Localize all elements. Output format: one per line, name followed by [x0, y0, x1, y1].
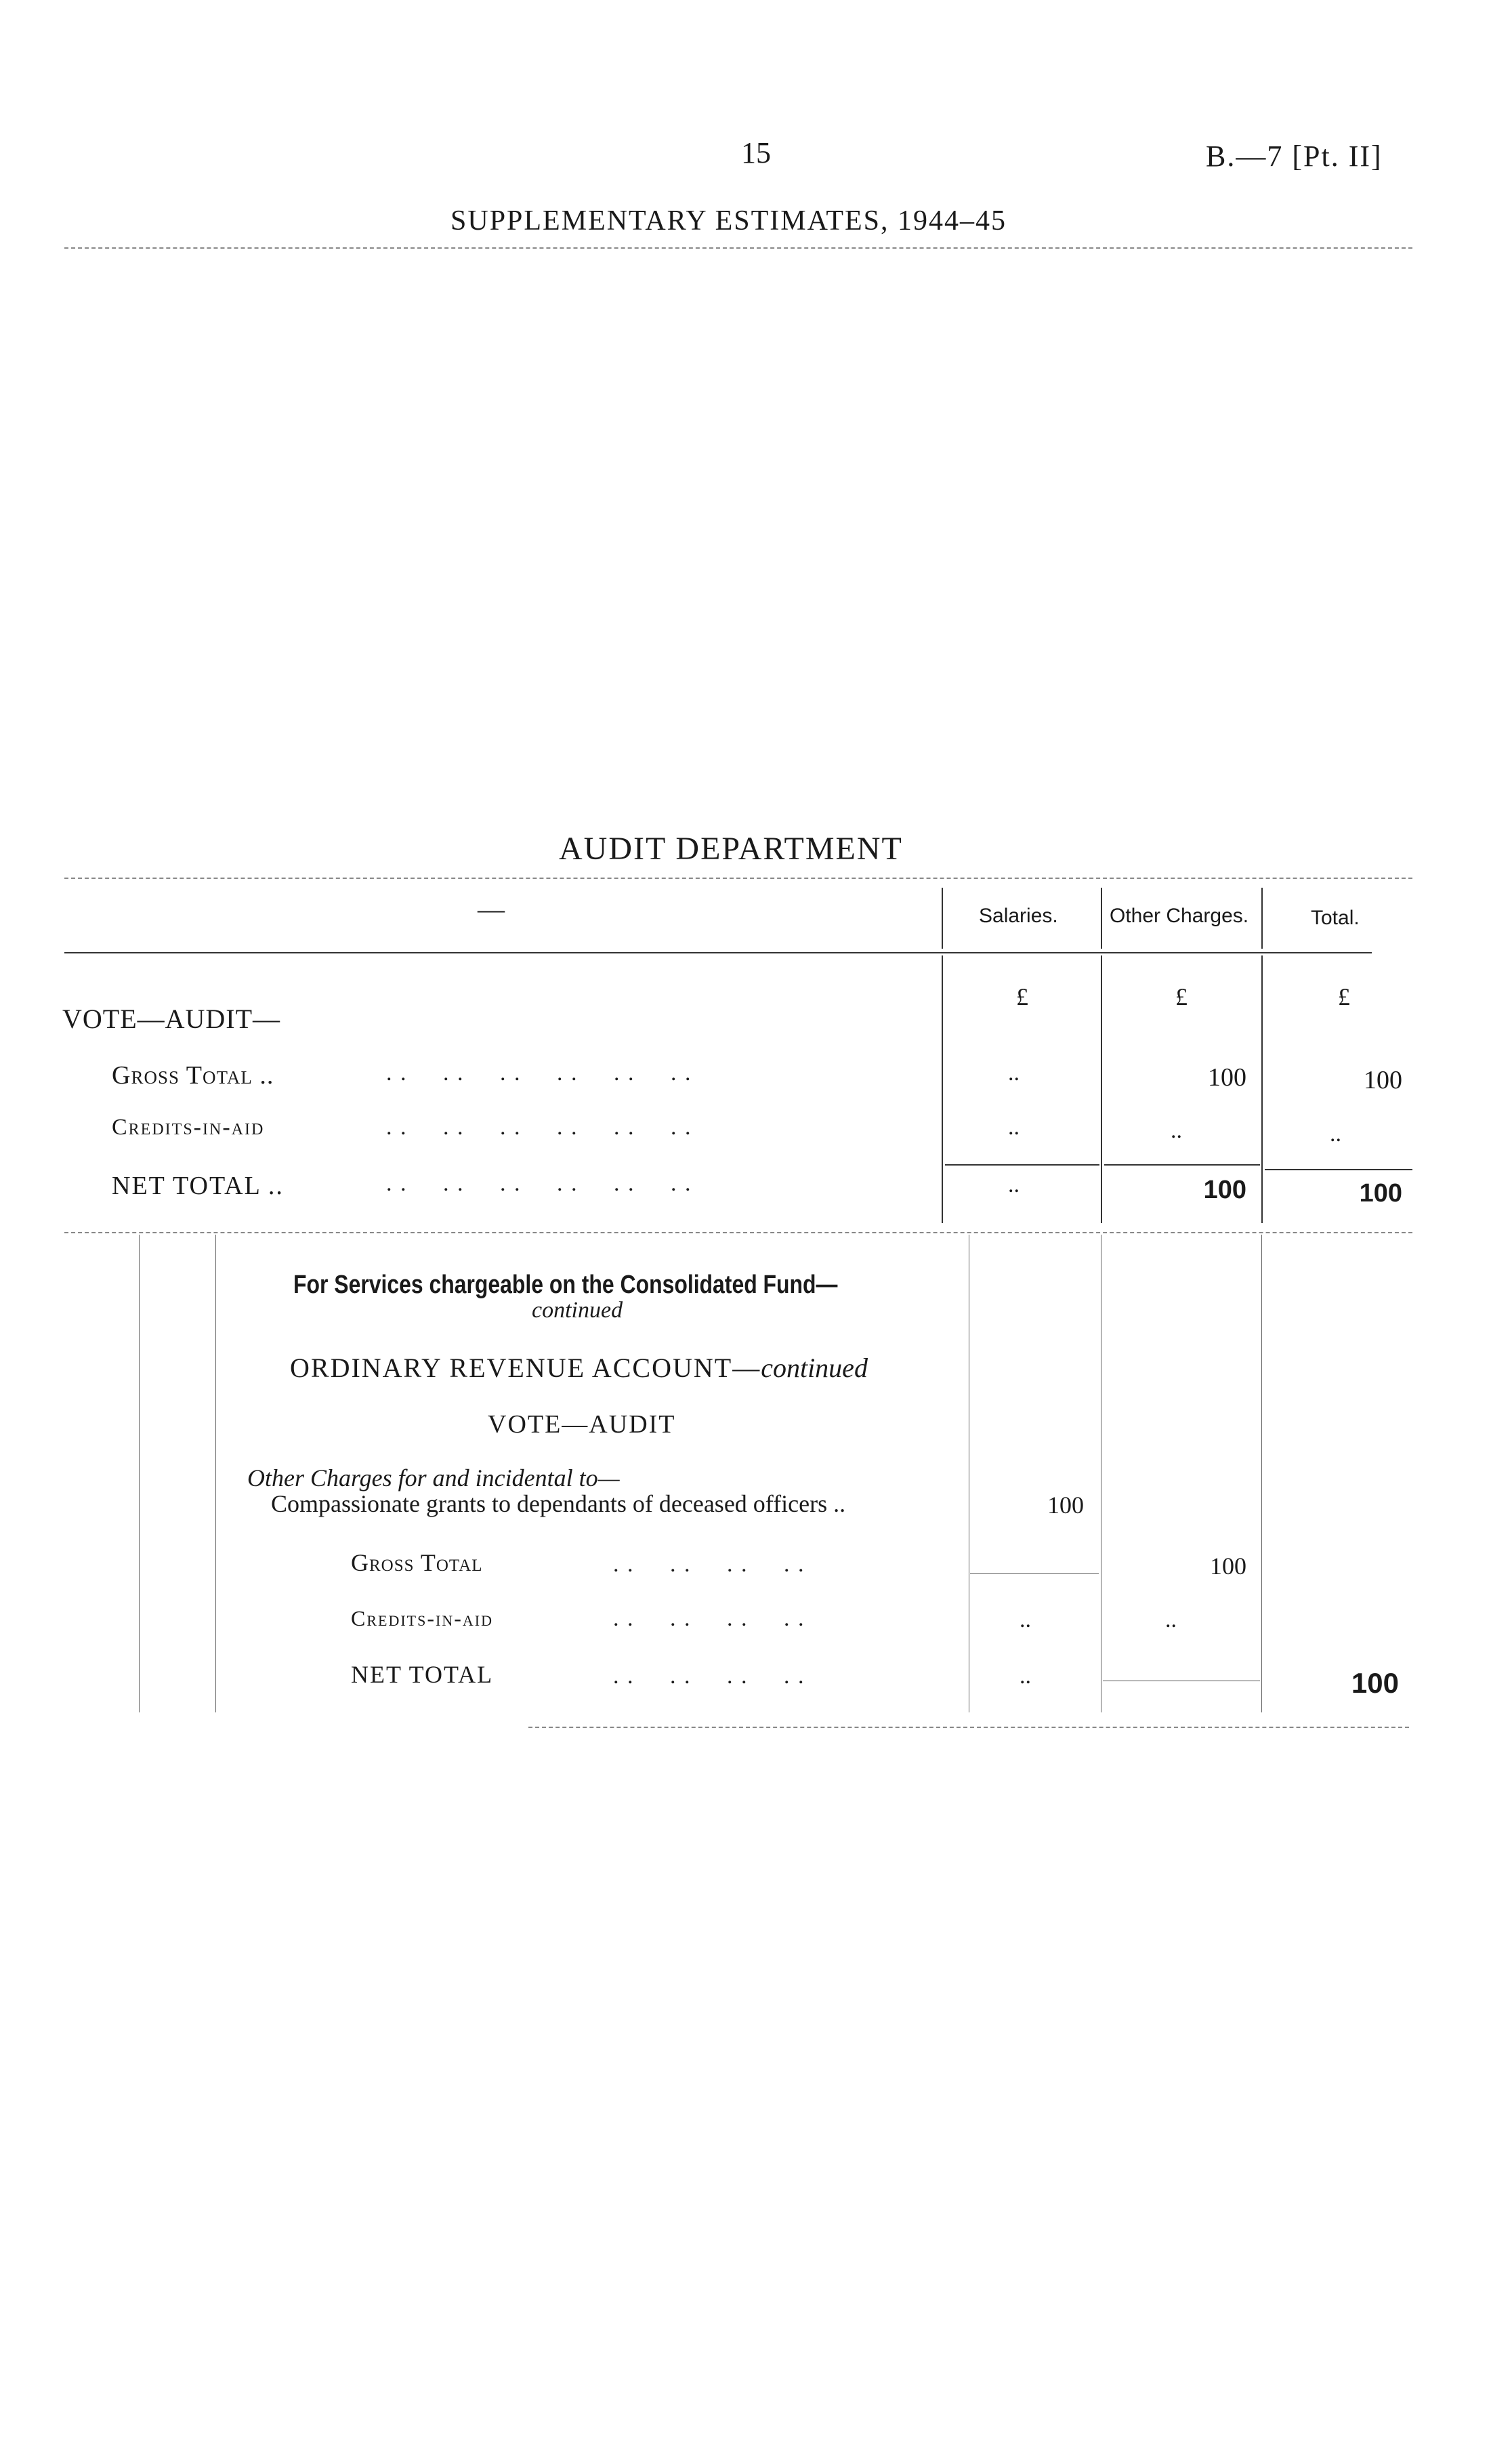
dot-leader: . . . . . . . . . . . . — [386, 1115, 692, 1140]
lower-net-total-label: NET TOTAL — [351, 1661, 494, 1688]
table-bottom-rule — [64, 1232, 1412, 1233]
gross-other: 100 — [1208, 1063, 1246, 1092]
net-rule-total — [1265, 1169, 1412, 1170]
lower-net-total: 100 — [1351, 1667, 1399, 1699]
column-divider — [942, 955, 943, 1223]
document-reference: B.—7 [Pt. II] — [1206, 140, 1383, 173]
currency-total: £ — [1338, 983, 1350, 1010]
row-label-credits-in-aid: Credits-in-aid — [112, 1115, 265, 1140]
vote-label: VOTE—AUDIT— — [62, 1004, 281, 1034]
running-title: SUPPLEMENTARY ESTIMATES, 1944–45 — [450, 205, 1007, 236]
lower-gross-total-label: Gross Total — [351, 1549, 483, 1576]
lower-credits-label: Credits-in-aid — [351, 1606, 493, 1630]
column-divider — [1261, 888, 1263, 949]
credits-total: .. — [1330, 1121, 1341, 1147]
column-header-salaries: Salaries. — [979, 905, 1058, 927]
net-other: 100 — [1203, 1176, 1246, 1204]
consolidated-fund-continued: continued — [532, 1298, 623, 1323]
net-rule-other — [1104, 1164, 1260, 1166]
lower-frame-line — [1261, 1235, 1262, 1712]
account-heading-continued: continued — [761, 1353, 868, 1383]
lower-frame-line — [139, 1235, 140, 1712]
charge-item-value: 100 — [1047, 1491, 1084, 1519]
header-bottom-rule — [64, 952, 1372, 953]
column-divider — [942, 888, 943, 949]
lower-frame-line — [215, 1235, 216, 1712]
section-rule — [64, 878, 1412, 879]
header-rule — [64, 247, 1412, 249]
account-heading[interactable] — [290, 1352, 868, 1384]
consolidated-fund-heading: For Services chargeable on the Consolidated Fund— — [293, 1271, 838, 1299]
column-header-total: Total. — [1311, 907, 1360, 929]
row-label-net-total: NET TOTAL .. — [112, 1172, 284, 1200]
charges-heading: Other Charges for and incidental to— — [247, 1464, 620, 1491]
credits-salaries: .. — [1008, 1115, 1020, 1140]
column-divider — [1101, 955, 1102, 1223]
account-heading-text: ORDINARY REVENUE ACCOUNT— — [290, 1353, 761, 1383]
stub-header: — — [478, 894, 505, 924]
net-rule-salaries — [945, 1164, 1099, 1166]
lower-bottom-rule — [528, 1727, 1409, 1728]
lower-credits-col1: .. — [1020, 1607, 1031, 1632]
section-title: AUDIT DEPARTMENT — [559, 831, 903, 867]
dot-leader: . . . . . . . . — [613, 1552, 805, 1577]
dot-leader: . . . . . . . . . . . . — [386, 1171, 692, 1196]
column-divider — [1101, 888, 1102, 949]
row-label-gross-total: Gross Total .. — [112, 1061, 274, 1090]
net-salaries: .. — [1008, 1172, 1020, 1197]
charge-item: Compassionate grants to dependants of deceased officers .. — [271, 1490, 846, 1517]
currency-salaries: £ — [1016, 983, 1028, 1010]
lower-subtotal-rule — [970, 1573, 1099, 1574]
gross-total: 100 — [1364, 1066, 1402, 1094]
gross-salaries: .. — [1008, 1061, 1020, 1086]
credits-other: .. — [1171, 1118, 1182, 1143]
dot-leader: . . . . . . . . — [613, 1664, 805, 1689]
net-total: 100 — [1359, 1179, 1402, 1208]
dot-leader: . . . . . . . . — [613, 1606, 805, 1631]
page-number: 15 — [741, 136, 771, 169]
lower-gross-other: 100 — [1210, 1552, 1246, 1580]
column-header-other-charges: Other Charges. — [1110, 905, 1249, 927]
lower-net-col1: .. — [1020, 1664, 1031, 1689]
lower-credits-col2: .. — [1165, 1607, 1177, 1632]
currency-other: £ — [1175, 983, 1188, 1010]
dot-leader: . . . . . . . . . . . . — [386, 1061, 692, 1086]
column-divider — [1261, 955, 1263, 1223]
vote-heading: VOTE—AUDIT — [488, 1410, 676, 1439]
